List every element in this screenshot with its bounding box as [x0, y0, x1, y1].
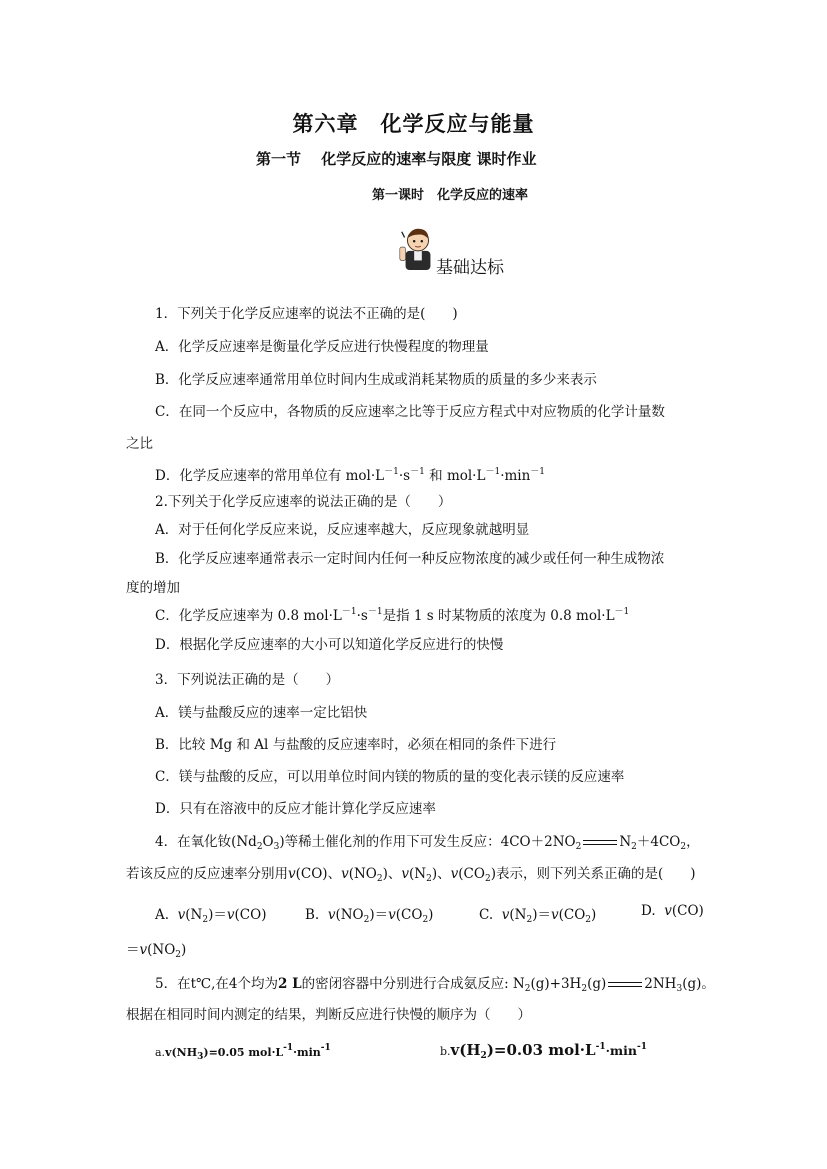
sup: -1 — [283, 1043, 294, 1053]
sup: －1 — [485, 467, 501, 477]
q3-option-d: D．只有在溶液中的反应才能计算化学反应速率 — [155, 801, 436, 817]
v: v — [288, 866, 296, 882]
section-title: 第一节 化学反应的速率与限度 课时作业 — [256, 150, 537, 168]
lesson-title: 第一课时 化学反应的速率 — [372, 188, 529, 203]
sub: 2 — [585, 915, 592, 925]
q4-co: (CO) — [295, 866, 328, 882]
eq: ＝ — [213, 907, 227, 923]
sup: -1 — [595, 1042, 606, 1052]
q4-text: )等稀土催化剂的作用下可发生反应：4CO＋2NO — [279, 834, 576, 850]
v: v — [664, 903, 672, 919]
q4-text: 若该反应的反应速率分别用 — [126, 866, 288, 882]
sub: 3 — [197, 1052, 204, 1062]
label: B. — [305, 907, 320, 923]
v: v — [388, 907, 396, 923]
sub: 2 — [575, 842, 582, 852]
sub: 2 — [175, 950, 182, 960]
q1-option-c: C．在同一个反应中，各物质的反应速率之比等于反应方程式中对应物质的化学计量数 — [155, 404, 665, 420]
close: ) — [490, 866, 496, 882]
sup: －1 — [341, 607, 357, 617]
sub: 2 — [426, 874, 432, 884]
q2-option-a: A．对于任何化学反应来说，反应速率越大，反应现象就越明显 — [155, 522, 530, 538]
q4-option-b — [305, 903, 433, 925]
v: v — [450, 866, 459, 882]
label: D. — [641, 903, 656, 919]
q1-option-b: B．化学反应速率通常用单位时间内生成或消耗某物质的质量的多少来表示 — [155, 372, 597, 388]
q5-option-b — [440, 1041, 647, 1061]
v: v — [450, 1041, 460, 1059]
label: a. — [155, 1046, 166, 1059]
expr: v(NH — [165, 1046, 198, 1059]
v: v — [139, 942, 148, 958]
close: ) — [591, 907, 597, 923]
sep: 、 — [437, 866, 451, 882]
q2-c-text2: 是指 1 s 时某物质的浓度为 0.8 mol·L — [382, 608, 615, 624]
sub: 2 — [526, 915, 533, 925]
q1-d-unit4: ·min — [500, 468, 531, 484]
chapter-title: 第六章 化学反应与能量 — [292, 111, 535, 136]
q1-option-c-cont: 之比 — [126, 436, 153, 452]
q5-text: 5．在t℃,在4个均为 — [155, 976, 278, 992]
q3-option-c: C．镁与盐酸的反应，可以用单位时间内镁的物质的量的变化表示镁的反应速率 — [155, 769, 625, 785]
v: v — [501, 907, 510, 923]
v: v — [327, 907, 336, 923]
eq: ＝ — [374, 907, 389, 923]
q5-text: (g)。 — [682, 976, 715, 992]
q1-option-a: A．化学反应速率是衡量化学反应进行快慢程度的物理量 — [155, 339, 489, 355]
q2-option-d: D．根据化学反应速率的大小可以知道化学反应进行的快慢 — [155, 637, 504, 653]
sep: 、 — [327, 866, 342, 882]
q4-no2: (NO — [348, 866, 377, 882]
q3-option-b: B．比较 Mg 和 Al 与盐酸的反应速率时，必须在相同的条件下进行 — [155, 737, 557, 753]
co: (CO) — [234, 907, 267, 923]
q2-option-b-cont: 度的增加 — [126, 580, 180, 596]
sub: 2 — [376, 874, 383, 884]
q1-d-unit2: ·s — [398, 468, 411, 484]
close: ) — [431, 866, 438, 882]
sub: 2 — [484, 874, 491, 884]
equals-arrow-icon — [583, 839, 617, 847]
q5-text: (g) — [587, 976, 607, 992]
q3-stem: 3．下列说法正确的是（ ） — [155, 672, 340, 688]
q4-option-a — [155, 903, 266, 925]
h: (H — [459, 1041, 481, 1059]
q5-text: 2NH — [644, 976, 677, 992]
v: v — [550, 907, 559, 923]
sub: 2 — [680, 842, 687, 852]
q2-c-unit: ·s — [356, 608, 368, 624]
q5-line2: 根据在相同时间内测定的结果，判断反应进行快慢的顺序为（ ） — [126, 1007, 531, 1023]
q4-line2 — [126, 862, 696, 884]
sup: -1 — [637, 1042, 647, 1052]
q5-text: 的密闭容器中分别进行合成氨反应: N — [301, 976, 525, 992]
sub: 2 — [480, 1051, 487, 1061]
sub: 2 — [422, 915, 429, 925]
sub: 2 — [363, 915, 370, 925]
close: ) — [532, 907, 538, 923]
close: ) — [369, 907, 375, 923]
q1-stem: 1．下列关于化学反应速率的说法不正确的是( ) — [155, 306, 458, 322]
q4-option-c — [479, 903, 596, 925]
q4-text: 4．在氧化钕(Nd — [155, 834, 257, 850]
no2: (NO — [147, 942, 176, 958]
sup: －1 — [614, 607, 630, 617]
q4-line1: 4．在氧化钕$(Nd_2O_3)$等稀土催化剂的作用下可发生反应：$4CO+2NO_2$ $N_2+4CO_2$， — [155, 834, 700, 852]
sub: 2 — [631, 842, 637, 852]
q1-option-d — [155, 464, 545, 484]
q2-stem: 2.下列关于化学反应速率的说法正确的是（ ） — [155, 494, 452, 510]
equilibrium-arrow-icon — [608, 981, 642, 989]
co: (CO) — [671, 903, 704, 919]
sup: -1 — [320, 1043, 331, 1053]
student-cartoon-icon — [398, 226, 438, 270]
q4-text: O — [262, 834, 274, 850]
val: )=0.05 mol·L — [203, 1046, 284, 1059]
q4-option-d-cont — [126, 938, 186, 960]
q4-n2: N — [619, 834, 632, 850]
q5-volume: 2 L — [278, 976, 302, 992]
q5-line1 — [155, 972, 715, 994]
q4-text: ＋4CO — [636, 834, 681, 850]
sep: 、 — [387, 866, 402, 882]
q5-option-a — [155, 1043, 331, 1062]
q5-text: (g)+3H — [530, 976, 582, 992]
q4-text: 表示，则下列关系正确的是( ) — [495, 866, 696, 882]
n2: (N — [509, 907, 527, 923]
label: b. — [440, 1045, 451, 1058]
v: v — [401, 866, 410, 882]
q3-option-a: A．镁与盐酸反应的速率一定比铝快 — [155, 705, 368, 721]
q1-d-and: 和 — [429, 468, 443, 484]
q1-d-unit3: mol·L — [446, 468, 486, 484]
badge-label: 基础达标 — [436, 258, 504, 278]
label: C. — [479, 907, 494, 923]
close: ) — [181, 942, 187, 958]
co2: (CO — [395, 907, 423, 923]
unit: ·min — [293, 1046, 321, 1059]
eq: ＝ — [126, 942, 140, 958]
close: ) — [208, 907, 214, 923]
sub: 3 — [676, 984, 683, 994]
sup: －1 — [384, 467, 399, 477]
q1-d-text: D．化学反应速率的常用单位有 — [155, 468, 342, 484]
q4-n2: (N — [409, 866, 427, 882]
val: )=0.03 mol·L — [486, 1041, 596, 1059]
q1-d-unit1: mol·L — [345, 468, 385, 484]
sup: －1 — [410, 467, 425, 477]
sub: 2 — [581, 984, 588, 994]
q2-c-text: C．化学反应速率为 0.8 mol·L — [155, 608, 342, 624]
v: v — [341, 866, 349, 882]
q2-option-b: B．化学反应速率通常表示一定时间内任何一种反应物浓度的减少或任何一种生成物浓 — [155, 551, 665, 567]
close: ) — [382, 866, 388, 882]
sup: －1 — [530, 467, 546, 477]
n2: (N — [185, 907, 203, 923]
q4-option-d — [641, 903, 704, 919]
q4-co2: (CO — [458, 866, 485, 882]
v: v — [177, 907, 186, 923]
sub: 2 — [202, 915, 209, 925]
unit: ·min — [605, 1043, 637, 1058]
close: ) — [428, 907, 434, 923]
sup: －1 — [367, 607, 383, 617]
q2-option-c — [155, 604, 629, 624]
label: A. — [155, 907, 170, 923]
sub: 2 — [256, 842, 263, 852]
co2: (CO — [558, 907, 586, 923]
eq: ＝ — [537, 907, 551, 923]
sub: 3 — [273, 842, 280, 852]
v: v — [226, 907, 235, 923]
sub: 2 — [524, 984, 531, 994]
no2: (NO — [335, 907, 364, 923]
